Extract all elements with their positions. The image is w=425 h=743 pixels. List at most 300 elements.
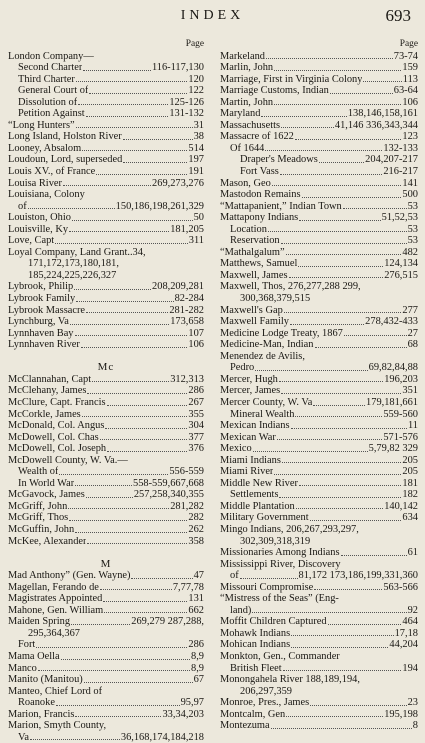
entry-pages: 107 [188,327,204,339]
dot-leader [299,485,401,486]
index-column-right [220,39,418,732]
dot-leader [255,370,367,371]
index-entry [8,154,204,166]
entry-pages: 8,9 [191,650,204,662]
index-entry [220,524,418,536]
entry-pages: 125-126 [169,96,204,108]
entry-term: Lybrook, Philip [8,281,74,293]
entry-term: McDonald, Col. Angus [8,420,105,432]
index-entry [8,258,204,270]
entry-pages: 31 [193,119,204,131]
index-entry [220,247,418,259]
entry-term: 302,309,318,319 [240,535,311,547]
dot-leader [343,208,407,209]
index-entry [8,270,204,282]
index-entry [8,432,204,444]
entry-term: Maxwell, James [220,269,288,281]
dot-leader [104,612,187,613]
entry-term: Love, Capt [8,235,55,247]
entry-pages: 464 [402,616,418,628]
entry-term: Miami River [220,466,274,478]
dot-leader [289,277,384,278]
entry-pages: 179,181,661 [366,396,418,408]
index-entry [220,328,418,340]
index-entry [8,582,204,594]
index-entry [8,605,204,617]
dot-leader [56,705,180,706]
index-entry [8,420,204,432]
dot-leader [277,439,383,440]
dot-leader [30,739,120,740]
dot-leader [295,139,402,140]
dot-leader [61,659,190,660]
entry-term: McKee, Alexander [8,535,87,547]
entry-term: Louiston, Ohio [8,212,71,224]
page-column-label: Page [399,39,418,49]
dot-leader [68,508,169,509]
dot-leader [319,162,364,163]
entry-term: Medicine-Man, Indian [220,339,314,351]
entry-term: 295,364,367 [28,627,80,639]
entry-pages: 41,146 336,343,344 [334,119,418,131]
entry-term: Lynchburg, Va [8,316,69,328]
entry-pages: 662 [188,604,204,616]
dot-leader [86,497,133,498]
index-entry [8,166,204,178]
index-entry [220,501,418,513]
index-entry [220,443,418,455]
entry-term: Maxwell's Gap [220,304,283,316]
index-entry [8,305,204,317]
entry-pages: 311 [188,235,204,247]
index-entry [8,97,204,109]
entry-term: Missouri Compromise [220,581,314,593]
index-entry [220,628,418,640]
dot-leader [314,589,382,590]
dot-leader [28,208,115,209]
dot-leader [291,647,388,648]
entry-pages: 27 [407,327,418,339]
index-entry [8,374,204,386]
entry-term: Wealth of [18,466,59,478]
dot-leader [123,139,193,140]
index-entry [220,559,418,571]
dot-leader [284,312,402,313]
section-heading: M [100,558,112,570]
entry-pages: 159 [402,62,418,74]
dot-leader [131,578,192,579]
index-entry [220,466,418,478]
entry-term: Moffit Children Captured [220,616,327,628]
dot-leader [84,682,193,683]
entry-term: Third Charter [18,73,75,85]
index-entry [220,663,418,675]
dot-leader [38,670,190,671]
entry-term: Lynnhaven Bay [8,327,74,339]
entry-term: 171,172,173,180,181, [28,258,119,270]
entry-term: Marion, Smyth County, [8,720,107,732]
entry-pages: 216-217 [383,166,418,178]
index-entry [220,593,418,605]
index-entry [8,663,204,675]
entry-pages: 23 [407,697,418,709]
index-entry [220,143,418,155]
index-entry [8,455,204,467]
entry-term: Miami Indians [220,454,281,466]
dot-leader [274,474,401,475]
entry-term: Marion, Francis [8,708,75,720]
entry-term: Mexican War [220,431,276,443]
entry-pages: 377 [188,431,204,443]
entry-term: Missionaries Among Indians [220,547,340,559]
dot-leader [36,647,187,648]
entry-pages: 559-560 [383,408,418,420]
dot-leader [252,612,406,613]
index-entry [8,501,204,513]
entry-term: Monongahela River 188,189,194, [220,674,360,686]
entry-pages: 95,97 [180,697,204,709]
entry-pages: 563-566 [383,581,418,593]
dot-leader [341,555,407,556]
entry-pages: 376 [188,443,204,455]
index-entry [8,293,204,305]
dot-leader [100,439,188,440]
index-entry [8,639,204,651]
entry-term: of [18,200,27,212]
entry-term: Mexico [220,443,252,455]
dot-leader [328,624,402,625]
page-column-label: Page [185,39,204,49]
index-entry [8,51,204,63]
index-entry [220,212,418,224]
entry-term: “Mistress of the Seas” (Eng- [220,593,339,605]
dot-leader [100,589,172,590]
entry-pages: 68 [407,339,418,351]
entry-term: “Mathalgalum” [220,246,285,258]
entry-term: Maxwell, Thos, 276,277,288 299, [220,281,361,293]
entry-pages: 281-282 [169,304,204,316]
dot-leader [107,405,188,406]
index-entry [220,235,418,247]
entry-pages: 36,168,174,184,218 [120,731,204,743]
entry-pages: 8 [412,720,418,732]
entry-term: General Court of [18,85,89,97]
entry-term: Petition Against [18,108,85,120]
entry-pages: 106 [188,339,204,351]
entry-term: land) [230,604,252,616]
entry-term: Maiden Spring [8,616,71,628]
index-entry [220,51,418,63]
index-entry [220,536,418,548]
dot-leader [363,81,401,82]
index-entry [8,570,204,582]
entry-pages: 132-133 [383,142,418,154]
entry-term: Marriage Customs, Indian [220,85,329,97]
index-entry [220,97,418,109]
index-entry [220,409,418,421]
index-entry [8,281,204,293]
dot-leader [286,254,402,255]
index-entry [220,270,418,282]
entry-pages: 138,146,158,161 [347,108,418,120]
entry-pages: 33,34,203 [162,708,204,720]
entry-term: Mama Oella [8,650,60,662]
index-entry [220,512,418,524]
entry-term: Middle Plantation [220,500,295,512]
entry-pages: 514 [188,142,204,154]
index-entry [220,397,418,409]
entry-term: Magellan, Ferando de [8,581,99,593]
dot-leader [286,716,383,717]
dot-leader [92,381,169,382]
entry-pages: 262 [188,523,204,535]
entry-term: Monroe, Pres., James [220,697,310,709]
entry-term: Settlements [230,489,279,501]
index-entry [220,351,418,363]
dot-leader [280,174,383,175]
entry-pages: 556-559 [169,466,204,478]
entry-pages: 44,204 [389,639,418,651]
entry-term: McGriff, Thos [8,512,69,524]
entry-pages: 120 [188,73,204,85]
dot-leader [123,162,187,163]
dot-leader [290,324,364,325]
dot-leader [261,116,346,117]
entry-term: Mercer County, W. Va [220,396,313,408]
entry-pages: 558-559,667,668 [133,477,204,489]
entry-term: Lybrook Family [8,293,76,305]
entry-term: Massacre of 1622 [220,131,294,143]
entry-pages: 131-132 [169,108,204,120]
entry-pages: 113 [402,73,418,85]
dot-leader [302,197,402,198]
entry-term: Mattapony Indians [220,212,299,224]
entry-term: 300,368,379,515 [240,293,311,305]
entry-term: Maxwell Family [220,316,289,328]
index-entry [220,385,418,397]
index-entry [220,489,418,501]
index-entry [220,74,418,86]
index-entry [220,108,418,120]
entry-pages: 5,79,82 329 [368,443,418,455]
dot-leader [299,220,380,221]
entry-term: Mineral Wealth [230,408,295,420]
dot-leader [69,231,169,232]
entry-term: Martin, John [220,96,274,108]
entry-pages: 67 [193,674,204,686]
entry-pages: 267 [188,396,204,408]
entry-term: 206,297,359 [240,685,292,697]
entry-term: Mastodon Remains [220,189,301,201]
entry-pages: 304 [188,420,204,432]
entry-term: Louis XV., of France [8,166,96,178]
index-entry [8,316,204,328]
entry-pages: 150,186,198,261,329 [115,200,204,212]
index-entry [220,154,418,166]
entry-term: Reservation [230,235,280,247]
index-entry [8,247,204,259]
entry-term: Montezuma [220,720,270,732]
index-entry [220,420,418,432]
dot-leader [310,520,402,521]
entry-pages: 269,279 287,288, [131,616,204,628]
page-title: INDEX [180,8,245,23]
dot-leader [96,174,187,175]
entry-term: Matthews, Samuel [220,258,298,270]
entry-term: Of 1644 [230,142,265,154]
entry-pages: 500 [402,189,418,201]
index-entry [220,305,418,317]
entry-pages: 82-284 [174,293,204,305]
entry-term: Mingo Indians, 206,267,293,297, [220,523,359,535]
dot-leader [82,416,188,417]
entry-term: Mason, Geo [220,177,271,189]
entry-pages: 51,52,53 [381,212,418,224]
entry-term: Manito (Manitou) [8,674,83,686]
index-entry [8,720,204,732]
index-entry [8,512,204,524]
entry-pages: 123 [402,131,418,143]
dot-leader [281,393,401,394]
entry-term: Va [18,731,29,743]
entry-term: Loyal Company, Land Grant..34, [8,246,146,258]
entry-term: McCorkle, James [8,408,81,420]
index-entry [220,85,418,97]
dot-leader [330,93,393,94]
index-entry [220,651,418,663]
entry-term: McClannahan, Capt [8,373,92,385]
index-entry [8,120,204,132]
dot-leader [74,289,151,290]
index-entry [220,258,418,270]
index-entry [8,131,204,143]
dot-leader [274,104,401,105]
entry-term: Loudoun, Lord, superseded [8,154,123,166]
index-entry [8,628,204,640]
entry-term: Massachusetts [220,119,281,131]
entry-pages: 61 [407,547,418,559]
entry-term: Mercer, Hugh [220,373,278,385]
index-entry [220,293,418,305]
index-entry [8,212,204,224]
index-entry [220,178,418,190]
dot-leader [89,93,187,94]
entry-pages: 81,172 173,186,199,331,360 [298,570,418,582]
entry-term: Fort Vass [240,166,279,178]
entry-pages: 208,209,281 [152,281,204,293]
dot-leader [103,601,187,602]
dot-leader [310,705,406,706]
dot-leader [313,405,365,406]
entry-pages: 63-64 [393,85,418,97]
dot-leader [86,312,168,313]
entry-pages: 194 [402,662,418,674]
index-entry [8,709,204,721]
entry-pages: 8,9 [191,662,204,674]
entry-term: Maryland [220,108,261,120]
dot-leader [296,508,383,509]
entry-term: McGriff, John [8,500,68,512]
index-entry [220,362,418,374]
index-entry [220,582,418,594]
entry-term: McGuffin, John [8,523,75,535]
entry-pages: 482 [402,246,418,258]
index-entry [8,201,204,213]
index-entry [220,166,418,178]
entry-pages: 281,282 [170,500,204,512]
entry-term: Monkton, Gen., Commander [220,650,340,662]
index-entry [220,374,418,386]
entry-term: Roanoke [18,697,55,709]
dot-leader [87,543,187,544]
index-entry [220,674,418,686]
dot-leader [76,127,193,128]
dot-leader [298,266,383,267]
dot-leader [72,220,193,221]
entry-pages: 634 [402,512,418,524]
entry-pages: 205 [402,454,418,466]
blank-line [8,547,204,559]
dot-leader [76,301,173,302]
dot-leader [282,462,402,463]
dot-leader [291,635,393,636]
entry-pages: 358 [188,535,204,547]
entry-pages: 191 [188,166,204,178]
index-entry [220,224,418,236]
dot-leader [87,393,187,394]
index-entry [220,686,418,698]
index-entry [8,686,204,698]
entry-pages: 53 [407,235,418,247]
entry-pages: 355 [188,408,204,420]
entry-term: Marriage, First in Virginia Colony [220,73,363,85]
index-entry [220,720,418,732]
index-entry [220,189,418,201]
index-entry [8,651,204,663]
dot-leader [81,347,188,348]
dot-leader [75,532,187,533]
entry-term: Military Government [220,512,309,524]
entry-pages: 195,198 [384,708,418,720]
dot-leader [75,485,132,486]
index-entry [8,732,204,743]
entry-term: Looney, Absalom [8,142,82,154]
entry-term: McClehany, James [8,385,87,397]
dot-leader [76,81,188,82]
entry-term: Fort [18,639,36,651]
index-entry [8,108,204,120]
entry-term: Manteo, Chief Lord of [8,685,103,697]
entry-term: Montcalm, Gen [220,708,286,720]
index-entry [220,131,418,143]
index-entry [8,478,204,490]
entry-term: Dissolution of [18,96,78,108]
index-entry [8,224,204,236]
entry-pages: 277 [402,304,418,316]
entry-pages: 181,205 [170,223,204,235]
entry-pages: 131 [188,593,204,605]
entry-pages: 204,207-217 [365,154,418,166]
index-entry [220,616,418,628]
entry-term: Mahone, Gen. William [8,604,104,616]
dot-leader [272,185,402,186]
index-entry [8,385,204,397]
entry-term: Mercer, James [220,385,281,397]
entry-term: Menendez de Avilis, [220,350,305,362]
blank-line [8,351,204,363]
entry-pages: 269,273,276 [152,177,204,189]
dot-leader [281,127,334,128]
